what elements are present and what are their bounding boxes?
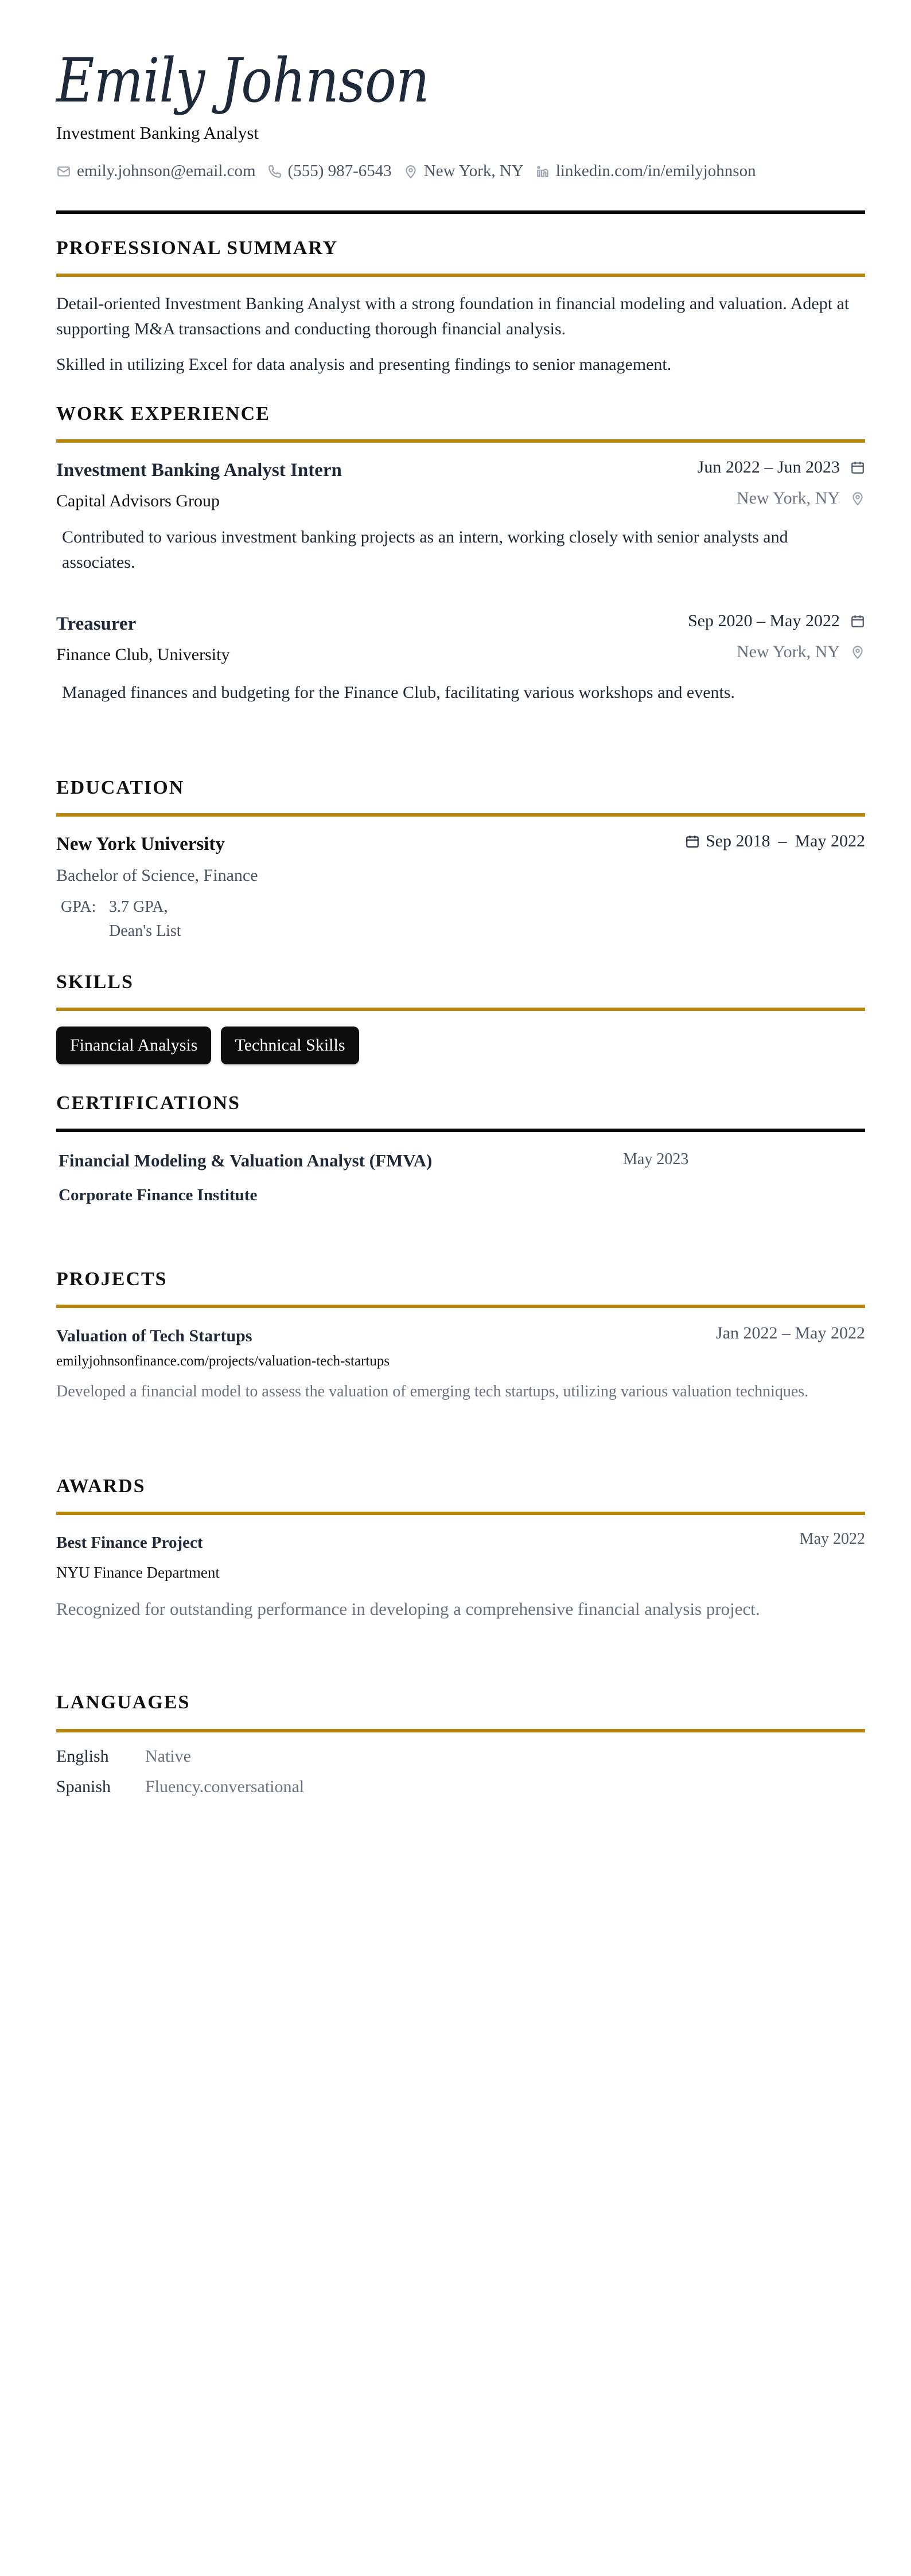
map-pin-icon bbox=[850, 645, 865, 659]
section-title-summary: PROFESSIONAL SUMMARY bbox=[56, 237, 338, 259]
education-dates bbox=[685, 832, 865, 851]
header-divider bbox=[56, 210, 865, 214]
education-degree: Bachelor of Science, Finance bbox=[56, 866, 258, 885]
education-school: New York University bbox=[56, 834, 225, 854]
job-company: Capital Advisors Group bbox=[56, 491, 220, 510]
candidate-title: Investment Banking Analyst bbox=[56, 123, 259, 143]
award-date bbox=[800, 1530, 865, 1548]
skill-chip: Financial Analysis bbox=[56, 1027, 211, 1064]
job-role: Treasurer bbox=[56, 614, 137, 634]
contact-row bbox=[56, 162, 768, 181]
award-description: Recognized for outstanding performance in developing a comprehensive financial analysis project. bbox=[56, 1599, 760, 1619]
certification-date: May 2023 bbox=[623, 1150, 689, 1168]
project-dates-text: Jan 2022 – May 2022 bbox=[716, 1324, 865, 1342]
section-title-projects: PROJECTS bbox=[56, 1269, 168, 1290]
section-divider bbox=[56, 274, 865, 277]
contact-phone[interactable] bbox=[267, 162, 392, 181]
calendar-icon bbox=[850, 614, 865, 629]
job-dates bbox=[688, 611, 865, 631]
summary-paragraph-1: Detail-oriented Investment Banking Analyst with a strong foundation in financial modeling and valuation. Adept at supporting M&A transactions and conducting thorough financial analysis. bbox=[56, 294, 850, 338]
language-name: English bbox=[56, 1747, 109, 1766]
section-title-certifications: CERTIFICATIONS bbox=[56, 1092, 240, 1114]
job-location-text: New York, NY bbox=[736, 642, 840, 661]
section-divider bbox=[56, 1305, 865, 1308]
contact-phone-text: (555) 987-6543 bbox=[287, 162, 392, 180]
calendar-icon bbox=[685, 834, 700, 849]
education-gpa-value: 3.7 GPA, bbox=[109, 898, 168, 916]
summary-paragraph-2: Skilled in utilizing Excel for data analysis and presenting findings to senior management. bbox=[56, 355, 672, 374]
section-divider bbox=[56, 439, 865, 443]
certification-issuer: Corporate Finance Institute bbox=[59, 1186, 258, 1204]
education-date-separator: – bbox=[778, 832, 787, 850]
job-dates bbox=[698, 458, 865, 477]
section-divider bbox=[56, 1008, 865, 1011]
contact-email-text: emily.johnson@email.com bbox=[77, 162, 256, 180]
project-name: Valuation of Tech Startups bbox=[56, 1326, 252, 1345]
project-dates bbox=[716, 1324, 865, 1343]
job-description: Contributed to various investment banking projects as an intern, working closely with senior analysts and associates. bbox=[62, 528, 788, 572]
language-level: Native bbox=[145, 1747, 191, 1766]
section-title-education: EDUCATION bbox=[56, 777, 185, 798]
skills-list bbox=[56, 1027, 369, 1064]
section-divider bbox=[56, 1729, 865, 1732]
contact-email[interactable] bbox=[56, 162, 256, 181]
certification-name: Financial Modeling & Valuation Analyst (FMVA) bbox=[59, 1150, 433, 1170]
award-issuer: NYU Finance Department bbox=[56, 1564, 220, 1581]
job-company: Finance Club, University bbox=[56, 645, 230, 664]
project-url[interactable]: emilyjohnsonfinance.com/projects/valuation-tech-startups bbox=[56, 1353, 390, 1369]
education-honors: Dean's List bbox=[109, 922, 181, 940]
job-role: Investment Banking Analyst Intern bbox=[56, 460, 342, 481]
section-title-languages: LANGUAGES bbox=[56, 1692, 190, 1713]
section-divider bbox=[56, 813, 865, 817]
education-end: May 2022 bbox=[795, 832, 865, 850]
section-title-skills: SKILLS bbox=[56, 971, 134, 993]
section-divider bbox=[56, 1512, 865, 1515]
contact-linkedin[interactable] bbox=[535, 162, 756, 181]
project-description: Developed a financial model to assess the valuation of emerging tech startups, utilizing various valuation techniques. bbox=[56, 1383, 809, 1400]
calendar-icon bbox=[850, 460, 865, 475]
language-row bbox=[56, 1777, 304, 1797]
job-location bbox=[737, 489, 865, 508]
contact-location-text: New York, NY bbox=[423, 162, 524, 180]
job-description: Managed finances and budgeting for the Finance Club, facilitating various workshops and events. bbox=[62, 683, 735, 702]
contact-location bbox=[403, 162, 524, 181]
job-location-text: New York, NY bbox=[736, 489, 840, 508]
section-title-awards: AWARDS bbox=[56, 1476, 146, 1497]
linkedin-icon bbox=[535, 164, 550, 179]
contact-linkedin-text: linkedin.com/in/emilyjohnson bbox=[555, 162, 756, 180]
skill-chip: Technical Skills bbox=[221, 1027, 359, 1064]
job-location bbox=[737, 642, 865, 662]
phone-icon bbox=[267, 164, 282, 179]
award-date-text: May 2022 bbox=[799, 1530, 865, 1548]
job-dates-text: Jun 2022 – Jun 2023 bbox=[697, 458, 840, 477]
map-pin-icon bbox=[850, 491, 865, 506]
candidate-name: Emily Johnson bbox=[56, 45, 429, 116]
language-row bbox=[56, 1747, 191, 1766]
language-name: Spanish bbox=[56, 1777, 111, 1796]
map-pin-icon bbox=[403, 164, 418, 179]
award-name: Best Finance Project bbox=[56, 1533, 203, 1552]
section-title-experience: WORK EXPERIENCE bbox=[56, 403, 270, 424]
section-divider bbox=[56, 1129, 865, 1132]
education-gpa-label: GPA: bbox=[61, 898, 96, 916]
education-start: Sep 2018 bbox=[706, 832, 770, 850]
job-dates-text: Sep 2020 – May 2022 bbox=[688, 611, 840, 630]
mail-icon bbox=[56, 164, 71, 179]
language-level: Fluency.conversational bbox=[145, 1777, 305, 1796]
